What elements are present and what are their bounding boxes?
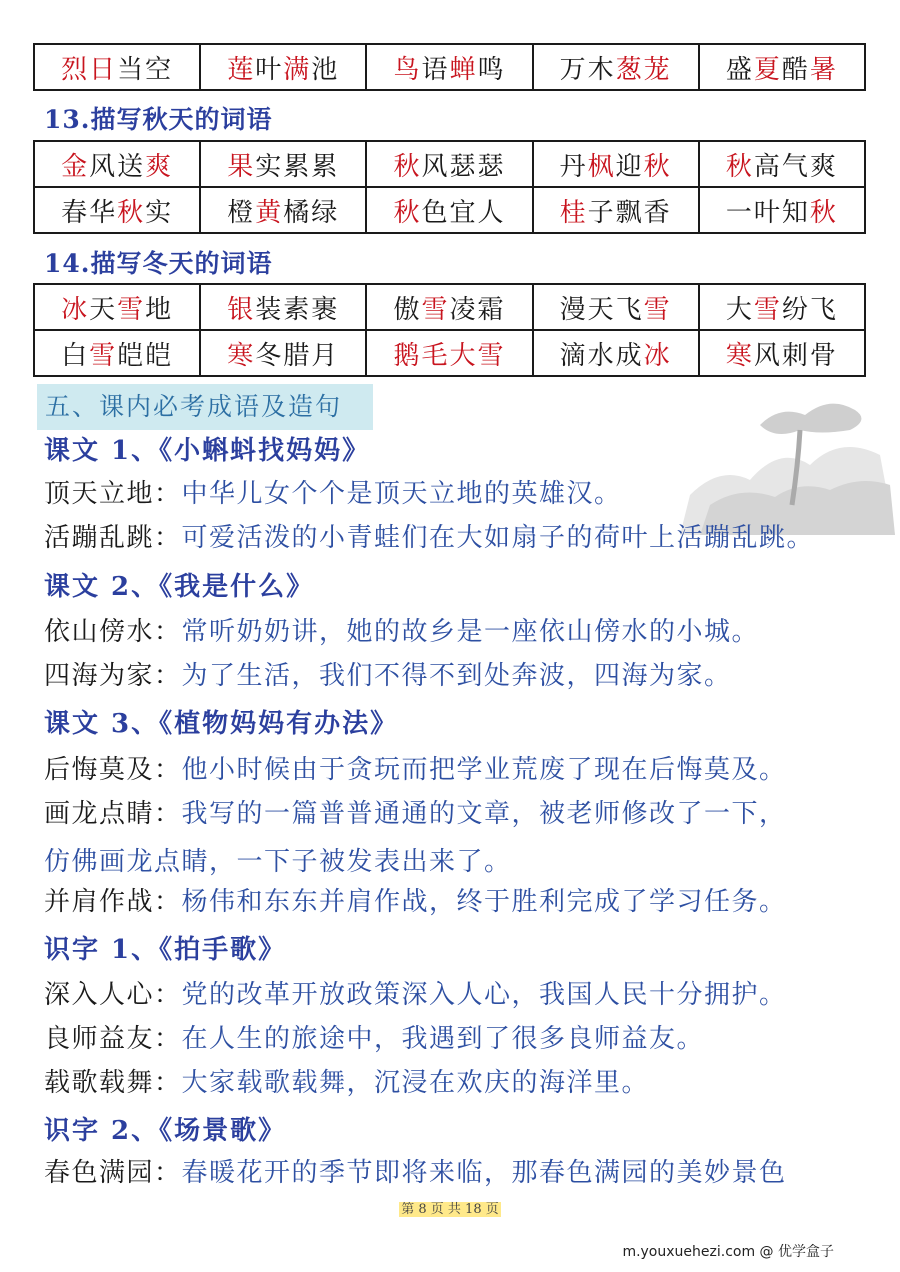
idiom-cell <box>533 187 699 233</box>
idiom-term: 载歌载舞： <box>44 1068 182 1098</box>
idiom-entry <box>44 975 787 1015</box>
idiom-char: 鸣 <box>477 54 506 85</box>
idiom-char: 傲 <box>393 294 422 325</box>
highlighted-char: 满 <box>283 54 312 85</box>
idiom-entry <box>44 794 787 834</box>
highlighted-char: 果 <box>227 151 256 182</box>
idiom-cell <box>34 187 200 233</box>
idiom-term: 后悔莫及： <box>44 755 182 785</box>
idiom-term: 并肩作战： <box>44 887 182 917</box>
highlighted-char: 金 <box>61 151 90 182</box>
example-sentence: 杨伟和东东并肩作战，终于胜利完成了学习任务。 <box>181 887 787 917</box>
idiom-cell <box>200 44 366 90</box>
idiom-term: 深入人心： <box>44 980 182 1010</box>
table-row <box>34 141 865 187</box>
lesson-title: 识字 2、《场景歌》 <box>44 1116 287 1146</box>
idiom-entry <box>44 1063 649 1103</box>
highlighted-char: 银 <box>227 294 256 325</box>
highlighted-char: 秋 <box>809 197 838 228</box>
idiom-char: 丹 <box>559 151 588 182</box>
idiom-term: 良师益友： <box>44 1024 182 1054</box>
example-sentence: 春暖花开的季节即将来临，那春色满园的美妙景色 <box>181 1158 787 1188</box>
idiom-cell <box>200 284 366 330</box>
idiom-char: 装素裹 <box>255 294 340 325</box>
lesson-title: 识字 1、《拍手歌》 <box>44 935 287 965</box>
highlighted-char: 秋 <box>643 151 672 182</box>
idiom-char: 盛 <box>725 54 754 85</box>
lesson-title: 课文 2、《我是什么》 <box>44 572 315 602</box>
idiom-entry <box>44 1153 787 1193</box>
idiom-cell <box>366 330 532 376</box>
idiom-entry <box>44 612 759 652</box>
example-sentence: 我写的一篇普普通通的文章，被老师修改了一下， <box>181 799 787 829</box>
idiom-char: 春华 <box>61 197 118 228</box>
idiom-char: 皑皑 <box>117 340 174 371</box>
idiom-cell <box>200 187 366 233</box>
idiom-term: 依山傍水： <box>44 617 182 647</box>
highlighted-char: 雪 <box>643 294 672 325</box>
lesson-title: 课文 3、《植物妈妈有办法》 <box>44 709 399 739</box>
idiom-char: 橘绿 <box>283 197 340 228</box>
idiom-term: 活蹦乱跳： <box>44 523 182 553</box>
idiom-cell <box>533 44 699 90</box>
example-sentence: 在人生的旅途中，我遇到了很多良师益友。 <box>181 1024 705 1054</box>
highlighted-char: 秋 <box>117 197 146 228</box>
idiom-char: 地 <box>145 294 174 325</box>
highlighted-char: 秋 <box>393 197 422 228</box>
idiom-cell <box>34 330 200 376</box>
idiom-cell <box>699 44 865 90</box>
highlighted-char: 秋 <box>393 151 422 182</box>
idiom-term: 顶天立地： <box>44 479 182 509</box>
idiom-char: 高气爽 <box>753 151 838 182</box>
idiom-char: 池 <box>311 54 340 85</box>
idiom-cell <box>200 330 366 376</box>
idiom-char: 天 <box>89 294 118 325</box>
idiom-char: 纷飞 <box>781 294 838 325</box>
highlighted-char: 雪 <box>117 294 146 325</box>
table-row <box>34 330 865 376</box>
page-number <box>0 1198 900 1217</box>
idiom-char: 万木 <box>559 54 616 85</box>
highlighted-char: 秋 <box>725 151 754 182</box>
section-banner: 五、课内必考成语及造句 <box>37 384 373 430</box>
idiom-cell <box>699 330 865 376</box>
idiom-char: 漫天飞 <box>559 294 644 325</box>
highlighted-char: 雪 <box>753 294 782 325</box>
highlighted-char: 夏 <box>753 54 782 85</box>
idiom-term: 画龙点睛： <box>44 799 182 829</box>
autumn-idiom-table <box>33 140 866 234</box>
idiom-char: 风瑟瑟 <box>421 151 506 182</box>
idiom-char: 色宜人 <box>421 197 506 228</box>
idiom-char: 大 <box>725 294 754 325</box>
idiom-char: 子飘香 <box>587 197 672 228</box>
table-row <box>34 187 865 233</box>
highlighted-char: 冰 <box>643 340 672 371</box>
idiom-cell <box>533 284 699 330</box>
highlighted-char: 鹅毛大雪 <box>393 340 506 371</box>
highlighted-char: 暑 <box>809 54 838 85</box>
highlighted-char: 寒 <box>725 340 754 371</box>
highlighted-char: 爽 <box>145 151 174 182</box>
highlighted-char: 雪 <box>421 294 450 325</box>
highlighted-char: 烈日 <box>61 54 118 85</box>
idiom-cell <box>366 44 532 90</box>
idiom-cell <box>366 187 532 233</box>
table-row <box>34 284 865 330</box>
idiom-term: 春色满园： <box>44 1158 182 1188</box>
idiom-cell <box>34 141 200 187</box>
highlighted-char: 莲 <box>227 54 256 85</box>
idiom-term: 四海为家： <box>44 661 182 691</box>
idiom-char: 滴水成 <box>559 340 644 371</box>
winter-idiom-table <box>33 283 866 377</box>
idiom-char: 橙 <box>227 197 256 228</box>
idiom-char: 当空 <box>117 54 174 85</box>
idiom-char: 叶 <box>255 54 284 85</box>
idiom-char: 迎 <box>615 151 644 182</box>
highlighted-char: 桂 <box>559 197 588 228</box>
highlighted-char: 枫 <box>587 151 616 182</box>
idiom-cell <box>533 330 699 376</box>
highlighted-char: 鸟 <box>393 54 422 85</box>
example-sentence: 大家载歌载舞，沉浸在欢庆的海洋里。 <box>181 1068 650 1098</box>
idiom-cell <box>200 141 366 187</box>
idiom-entry <box>44 518 814 558</box>
idiom-char: 语 <box>421 54 450 85</box>
idiom-char: 实 <box>145 197 174 228</box>
idiom-char: 白 <box>61 340 90 371</box>
example-sentence: 常听奶奶讲，她的故乡是一座依山傍水的小城。 <box>181 617 760 647</box>
idiom-cell <box>366 284 532 330</box>
example-sentence: 可爱活泼的小青蛙们在大如扇子的荷叶上活蹦乱跳。 <box>181 523 815 553</box>
highlighted-char: 雪 <box>89 340 118 371</box>
autumn-heading: 13.描写秋天的词语 <box>44 105 273 134</box>
idiom-entry <box>44 474 622 514</box>
idiom-cell <box>699 284 865 330</box>
idiom-cell <box>699 187 865 233</box>
idiom-char: 凌霜 <box>449 294 506 325</box>
page-number-text: 第 8 页 共 18 页 <box>401 1202 499 1217</box>
idiom-char: 风刺骨 <box>753 340 838 371</box>
example-sentence-continued: 仿佛画龙点睛，一下子被发表出来了。 <box>44 847 512 877</box>
highlighted-char: 黄 <box>255 197 284 228</box>
example-sentence: 中华儿女个个是顶天立地的英雄汉。 <box>181 479 622 509</box>
highlighted-char: 蝉 <box>449 54 478 85</box>
idiom-entry <box>44 882 787 922</box>
idiom-char: 酷 <box>781 54 810 85</box>
example-sentence: 为了生活，我们不得不到处奔波，四海为家。 <box>181 661 732 691</box>
table-row <box>34 44 865 90</box>
idiom-cell <box>533 141 699 187</box>
idiom-cell <box>699 141 865 187</box>
idiom-entry <box>44 750 787 790</box>
idiom-cell <box>366 141 532 187</box>
idiom-char: 实累累 <box>255 151 340 182</box>
winter-heading: 14.描写冬天的词语 <box>44 249 273 278</box>
landscape-illustration <box>680 385 895 535</box>
summer-idiom-table <box>33 43 866 91</box>
example-sentence: 党的改革开放政策深入人心，我国人民十分拥护。 <box>181 980 787 1010</box>
lesson-title: 课文 1、《小蝌蚪找妈妈》 <box>44 436 371 466</box>
highlighted-char: 冰 <box>61 294 90 325</box>
idiom-cell <box>34 44 200 90</box>
highlighted-char: 寒 <box>227 340 256 371</box>
idiom-char: 冬腊月 <box>255 340 340 371</box>
highlighted-char: 葱茏 <box>615 54 672 85</box>
example-sentence: 他小时候由于贪玩而把学业荒废了现在后悔莫及。 <box>181 755 787 785</box>
watermark-text: m.youxuehezi.com @ 优学盒子 <box>622 1244 834 1260</box>
idiom-cell <box>34 284 200 330</box>
idiom-char: 一叶知 <box>725 197 810 228</box>
idiom-entry <box>44 1019 704 1059</box>
idiom-char: 风送 <box>89 151 146 182</box>
idiom-entry <box>44 656 732 696</box>
